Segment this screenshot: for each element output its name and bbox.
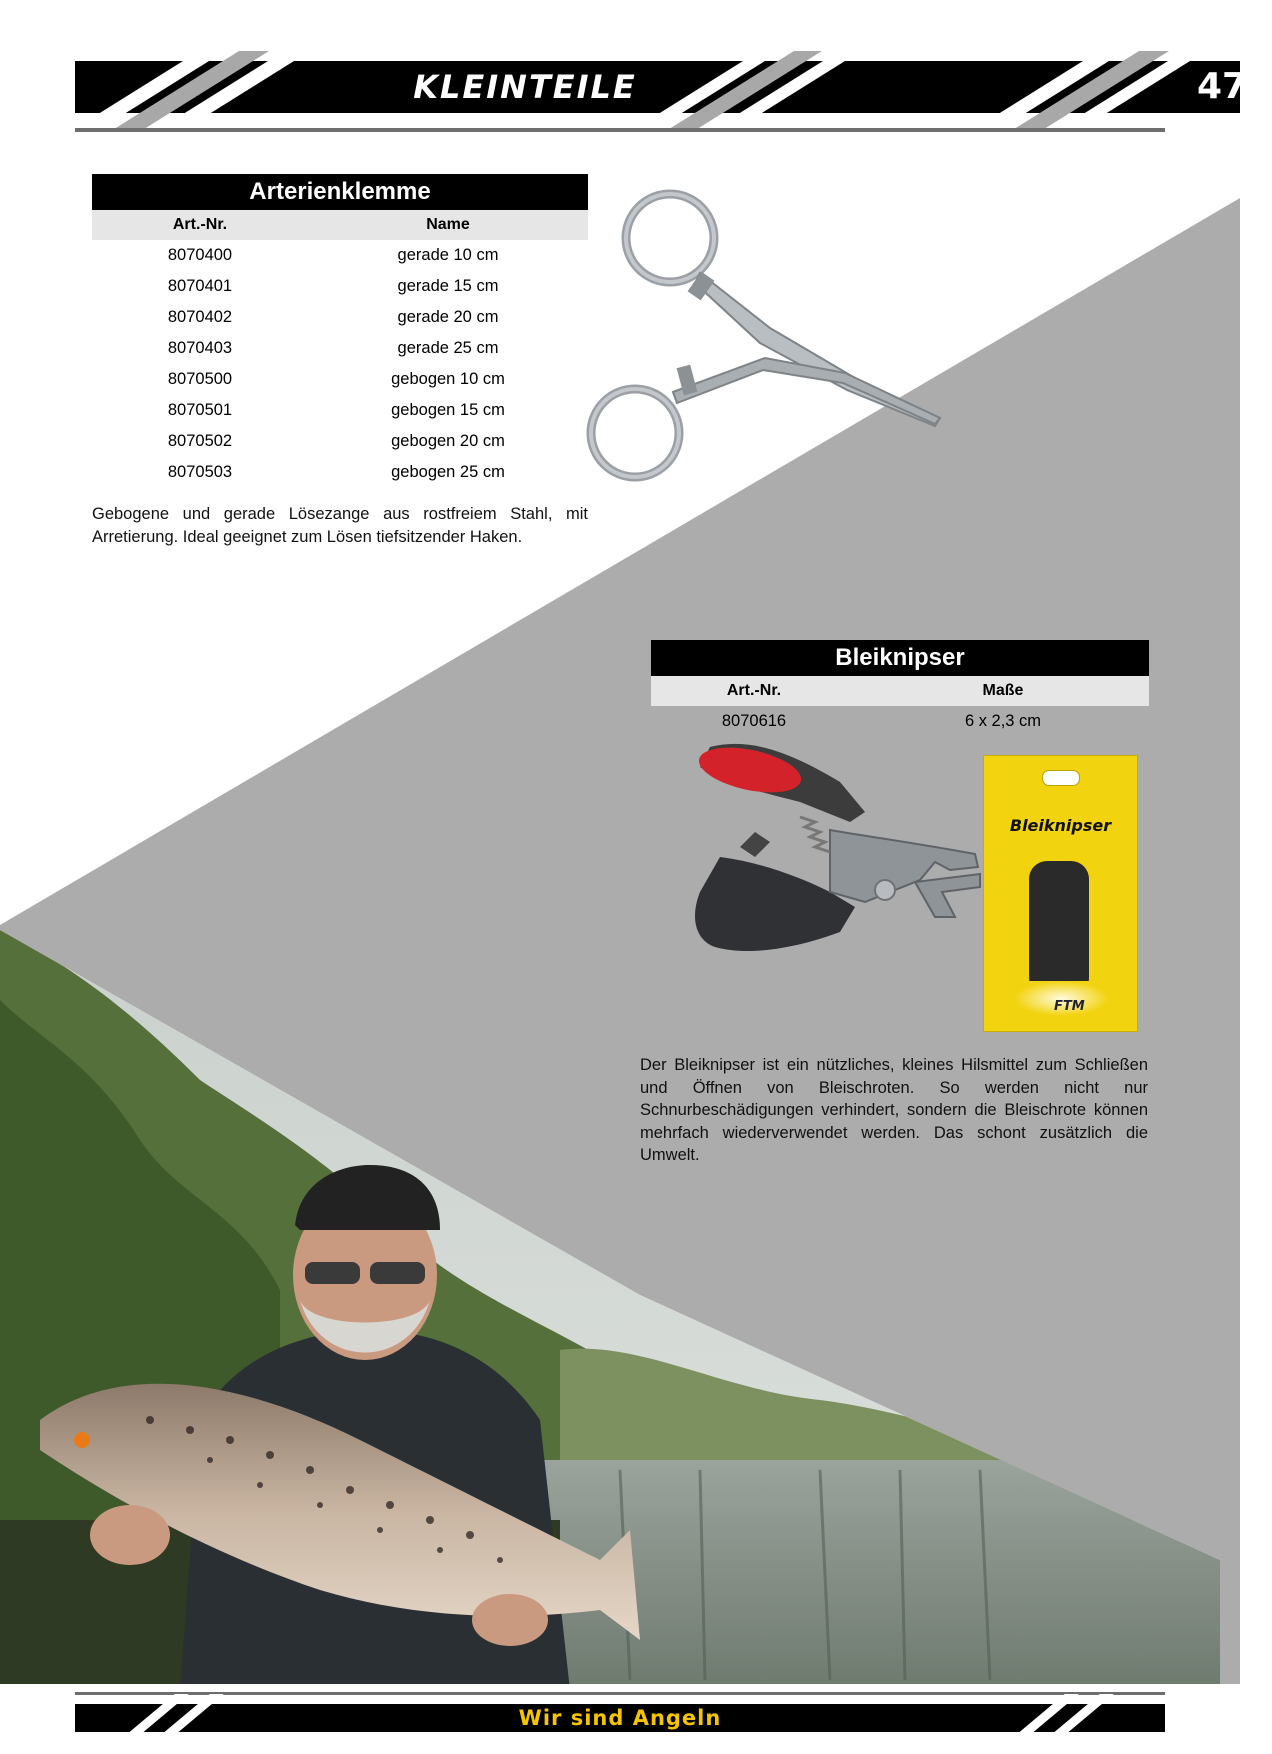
product-name: gebogen 15 cm	[391, 401, 505, 419]
article-number: 8070501	[167, 401, 233, 419]
article-number: 8070400	[167, 246, 233, 264]
table-row	[92, 302, 588, 333]
hang-hole	[1042, 770, 1080, 786]
product-size: 6 x 2,3 cm	[964, 712, 1042, 730]
product-name: gebogen 25 cm	[391, 463, 505, 481]
table-title: Bleiknipser	[651, 640, 1149, 676]
table-row	[92, 271, 588, 302]
header-rule	[75, 128, 1165, 132]
column-header-art-nr: Art.-Nr.	[651, 676, 857, 706]
page-number: 479	[1197, 66, 1272, 107]
product-name: gerade 20 cm	[397, 308, 499, 326]
table-row	[92, 426, 588, 457]
product-name: gerade 25 cm	[397, 339, 499, 357]
table-row	[92, 364, 588, 395]
column-header-masse: Maße	[857, 676, 1149, 706]
bleiknipser-description: Der Bleiknipser ist ein nützliches, kleines Hilsmittel zum Schließen und Öffnen von Bleischroten. So werden nicht nur Schnurbeschädigungen verhindert, sondern die Bleischrote können mehrfach wiederverwendet werden. Das schont zusätzlich die Umwelt.	[640, 1056, 1148, 1164]
article-number: 8070503	[167, 463, 233, 481]
page-title: KLEINTEILE	[413, 68, 637, 106]
product-name: gebogen 10 cm	[391, 370, 505, 388]
article-number: 8070616	[721, 712, 787, 730]
bleiknipser-tool-image	[680, 742, 1000, 972]
article-number: 8070403	[167, 339, 233, 357]
arterienklemme-table	[92, 174, 588, 488]
bleiknipser-package-image	[983, 755, 1138, 1032]
footer-slogan: Wir sind Angeln	[518, 1706, 722, 1730]
product-name: gerade 10 cm	[397, 246, 499, 264]
article-number: 8070402	[167, 308, 233, 326]
footer-rule	[75, 1692, 1165, 1695]
page-header	[75, 61, 1272, 113]
article-number: 8070401	[167, 277, 233, 295]
table-row	[651, 706, 1149, 737]
package-label: Bleiknipser	[1009, 816, 1112, 835]
package-brand: FTM	[1054, 999, 1085, 1014]
column-header-name: Name	[308, 210, 588, 240]
bleiknipser-table	[651, 640, 1149, 737]
table-title: Arterienklemme	[92, 174, 588, 210]
column-header-art-nr: Art.-Nr.	[92, 210, 308, 240]
table-row	[92, 395, 588, 426]
product-name: gerade 15 cm	[397, 277, 499, 295]
package-tool	[1029, 861, 1089, 996]
article-number: 8070502	[167, 432, 233, 450]
page-footer	[75, 1704, 1165, 1732]
table-row	[92, 457, 588, 488]
product-name: gebogen 20 cm	[391, 432, 505, 450]
forceps-image	[585, 178, 945, 498]
article-number: 8070500	[167, 370, 233, 388]
table-row	[92, 240, 588, 271]
table-row	[92, 333, 588, 364]
arterienklemme-description: Gebogene und gerade Lösezange aus rostfreiem Stahl, mit Arretierung. Ideal geeignet zum Lösen tiefsitzender Haken.	[92, 505, 588, 546]
